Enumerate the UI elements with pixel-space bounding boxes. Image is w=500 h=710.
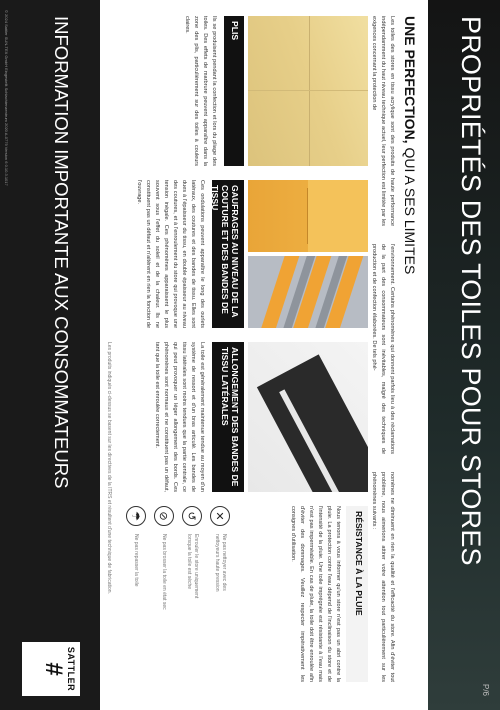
fabric-stripes-photo — [248, 256, 368, 328]
care-note-roll: Enrouler le store uniquement lorsque la toile est sèche — [186, 534, 199, 599]
fabric-fold-photo — [248, 16, 368, 166]
section-body-folds: Ils se produisent pendant la confection et lors du pliage des toiles. Des effets de marbrure peuvent apparaître dans la zone des plis, particulièrement sur des toiles à couleurs claires. — [184, 16, 217, 166]
consumer-info-title: INFORMATION IMPORTANTE AUX CONSOMMATEURS — [51, 16, 72, 489]
subtitle-bold: UNE PERFECTION, — [402, 16, 418, 144]
section-body-rain: Nous tenons à vous informer qu'un store n'est pas un abri contre la pluie. La protection contre l'eau dépend de l'inclinaison du store et de l'intensité de la pluie. Une toile imprégnée est résistante à l'eau mais n'est pas imperméable. En cas de pluie, la toile doit être enroulée afin d'éviter des dommages. Veuillez respecter impérativement les consignes d'utilisation. — [290, 506, 341, 682]
title-banner — [428, 0, 500, 710]
subtitle — [402, 16, 418, 274]
section-heading-folds: PLIS — [224, 16, 244, 166]
care-note-wash: Ne pas nettoyer avec des nettoyeurs haute pression — [214, 534, 227, 592]
care-icon-row — [154, 506, 174, 614]
section-heading-side-bands: ALLONGEMENT DES BANDES DE TISSU LATÉRALES — [212, 342, 244, 492]
logo-wordmark: SATTLER — [66, 646, 76, 692]
care-note-brush: Ne pas brosser la toile en état sec — [161, 534, 168, 610]
section-heading-embossing: GAUFRAGES AU NIVEAU DE LA COUTURE ET DES BANDES DE TISSU — [212, 180, 244, 328]
care-icon-row — [210, 506, 230, 614]
no-iron-icon: ☂ — [126, 506, 146, 526]
page-number: P/6 — [481, 683, 490, 696]
products-note: Les produits indiqués ci-dessus se basent sur les directives de la ITRS et résultent d'une technique de fabrication. — [106, 342, 112, 594]
intro-column-3: nomènes ne diminuent en rien la qualité et l'efficacité du store. Afin d'éviter tout problème, nous aimerions attirer votre attention tout particulièrement sur les phénomènes suivants : — [371, 472, 395, 682]
care-note-iron: Ne pas repasser la toile — [133, 534, 140, 587]
awning-building-photo — [248, 342, 368, 492]
page-title: PROPRIÉTÉS DES TOILES POUR STORES — [456, 16, 486, 566]
roll-up-icon: ↺ — [182, 506, 202, 526]
section-body-side-bands: La toile est généralement maintenue tendue au moyen d'un système de ressort et d'un bras articulé. Les bandes de tissu latérales sont moins tendues que la partie centrale, ce qui peut provoquer un léger allongement des bords. Ces phénomènes sont normaux et ne constituent pas un défaut, tant que la toile est enroulée correctement. — [154, 342, 205, 492]
care-icon-row — [182, 506, 202, 614]
fabric-stitching-photo-left — [248, 180, 368, 252]
subtitle-rest: QUI A SES LIMITES — [402, 147, 418, 275]
consumer-info-banner — [0, 0, 100, 710]
logo-hash-icon: # — [40, 662, 67, 676]
brand-logo — [22, 642, 80, 696]
intro-column-2: l'environnement. Certains phénomènes qui donnent parfois lieu à des réclamations de la part des consommateurs sont inévitables, malgré des techniques de production et de confection élaborées. De tels phé- — [371, 244, 395, 454]
no-brush-icon: ⊘ — [154, 506, 174, 526]
care-icon-row — [126, 506, 146, 614]
intro-column-1: Les toiles des stores en tissu acrylique sont des produits de haute performance indépendamment du haut niveau technique actuel, leur perfection est limitée par les exigences concernant la protection de — [371, 16, 395, 226]
section-body-embossing: Ces ondulations peuvent apparaître le long des ourlets latéraux, des coutures et des bandes de tissu. Elles sont dues à l'épaisseur du tissu, en double épaisseur au niveau des coutures, et à l'enroulement du store qui provoque une tension inégale. Ces phénomènes apparaissent le plus souvent sous l'effet du soleil et de la chaleur. Ils ne constituent pas un défaut et n'altèrent en rien la fonction de l'ouvrage. — [136, 180, 205, 328]
no-wash-icon: ✕ — [210, 506, 230, 526]
copyright-line: © 2024 Sattler SUN-TEX GmbH Eingestellt Schlachtenzentrum 2020 A-0779 Version 6 0.10.3.1017 — [4, 10, 9, 186]
section-heading-rain: RÉSISTANCE À LA PLUIE — [346, 506, 368, 682]
